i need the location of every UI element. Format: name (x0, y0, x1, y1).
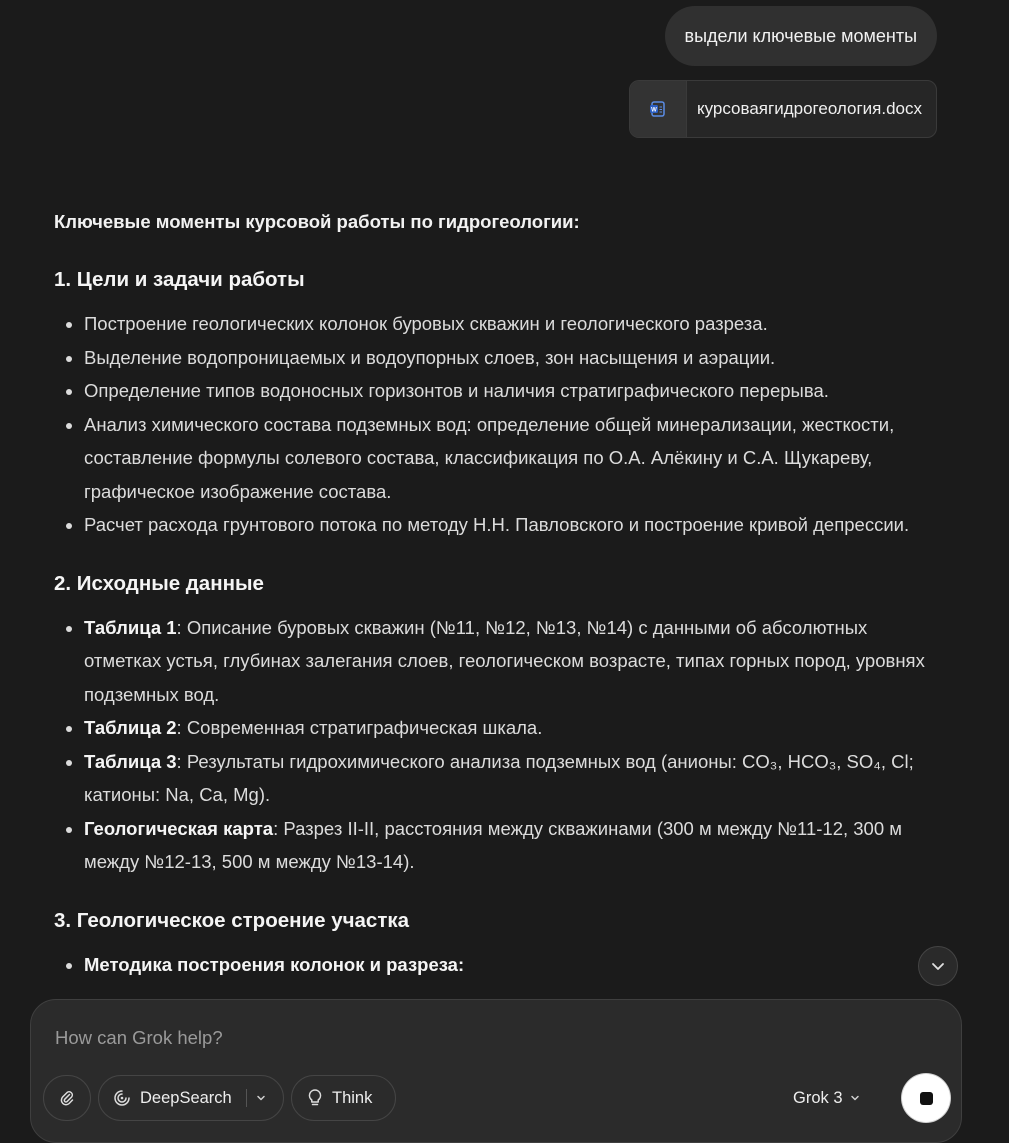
prompt-input[interactable] (53, 1022, 917, 1054)
think-label: Think (332, 1088, 373, 1107)
stop-icon (920, 1092, 933, 1105)
lightbulb-icon (306, 1088, 324, 1108)
list-item: • Построение геологических колонок буровых скважин и геологического разреза. (84, 307, 944, 341)
section-title: 2. Исходные данные (54, 571, 264, 595)
scroll-to-bottom-button[interactable] (918, 946, 958, 986)
attachment-filename: курсоваягидрогеология.docx (696, 99, 922, 118)
deepsearch-button[interactable] (98, 1075, 284, 1121)
list-item: • Расчет расхода грунтового потока по методу Н.Н. Павловского и построение кривой депрессии. (84, 508, 944, 542)
list-item: • Выделение водопроницаемых и водоупорных слоев, зон насыщения и аэрации. (84, 341, 944, 375)
chevron-down-icon (930, 958, 946, 974)
divider (246, 1089, 247, 1107)
response-lead: Ключевые моменты курсовой работы по гидрогеологии: (54, 211, 580, 232)
deepsearch-icon (112, 1088, 132, 1108)
assistant-response (54, 205, 944, 1006)
section-list (54, 948, 944, 982)
think-button[interactable] (291, 1075, 396, 1121)
attachment-chip[interactable] (629, 80, 937, 138)
chevron-down-icon[interactable] (255, 1092, 267, 1104)
svg-text:W: W (651, 107, 657, 114)
list-item: • Определение типов водоносных горизонтов и наличия стратиграфического перерыва. (84, 374, 944, 408)
list-item: • Методика построения колонок и разреза: (84, 948, 944, 982)
deepsearch-label: DeepSearch (140, 1088, 232, 1107)
user-message-text: выдели ключевые моменты (684, 25, 917, 46)
list-item: • Таблица 2: Современная стратиграфическая шкала. (84, 711, 944, 745)
section-list (54, 307, 944, 542)
attach-button[interactable] (43, 1075, 91, 1121)
model-selector[interactable] (793, 1075, 861, 1121)
user-message-bubble (665, 6, 937, 66)
stop-button[interactable] (902, 1074, 950, 1122)
word-doc-icon (630, 81, 687, 137)
list-item: • Таблица 3: Результаты гидрохимического анализа подземных вод (анионы: CO₃, HCO₃, SO₄, Cl; катионы: Na, Ca, Mg). (84, 745, 944, 812)
list-item: • Анализ химического состава подземных вод: определение общей минерализации, жесткости, составление формулы солевого состава, классификация по О.А. Алёкину и С.А. Щукареву, графическое изображение состава. (84, 408, 944, 509)
list-item: • Таблица 1: Описание буровых скважин (№11, №12, №13, №14) с данными об абсолютных отметках устья, глубинах залегания слоев, геологическом возрасте, типах горных пород, уровнях подземных вод. (84, 611, 944, 712)
list-item: • Геологическая карта: Разрез II-II, расстояния между скважинами (300 м между №11-12, 300 м между №12-13, 500 м между №13-14). (84, 812, 944, 879)
section-list (54, 611, 944, 879)
chevron-down-icon (849, 1092, 861, 1104)
composer (30, 999, 962, 1143)
section-title: 3. Геологическое строение участка (54, 908, 410, 932)
model-label: Grok 3 (793, 1088, 843, 1107)
paperclip-icon (58, 1089, 76, 1107)
section-title: 1. Цели и задачи работы (54, 268, 305, 291)
